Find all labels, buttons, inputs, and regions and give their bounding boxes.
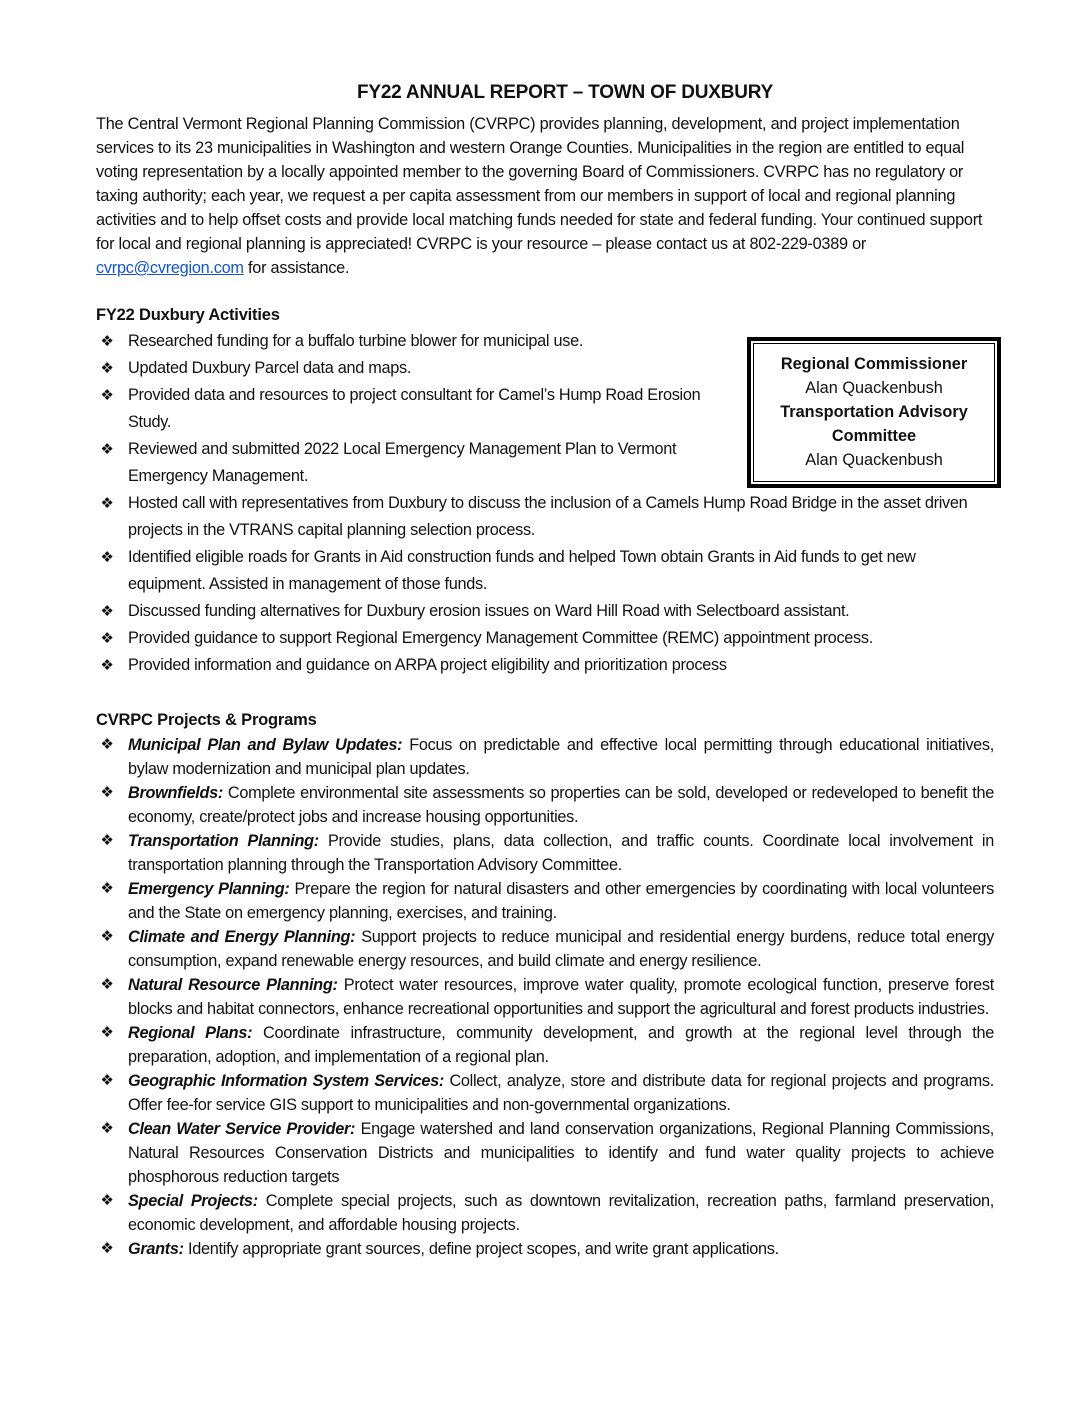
program-term: Municipal Plan and Bylaw Updates: [128, 736, 403, 754]
role-title: Regional Commissioner [780, 355, 968, 373]
program-desc: Collect, analyze, store and distribute data for regional projects and programs. Offer fee-for service GIS support to municipalities and non-governmental organizations. [128, 1072, 994, 1114]
program-desc: Protect water resources, improve water quality, promote ecological function, preserve forest blocks and habitat connectors, enhance recreational opportunities and support the agricultural and forest products industries. [128, 976, 994, 1018]
diamond-bullet-icon: ❖ [100, 441, 114, 458]
program-term: Grants: [128, 1240, 184, 1258]
intro-text-end: for assistance. [243, 259, 350, 277]
program-desc: Engage watershed and land conservation organizations, Regional Planning Commissions, Natural Resources Conservation Districts and municipalities to identify and fund water quality projects to achieve phosphorous reduction targets [128, 1120, 995, 1186]
role-title: Transportation Advisory Committee [780, 403, 968, 445]
program-item [96, 1237, 994, 1261]
role-name: Alan Quackenbush [805, 451, 943, 469]
program-item [96, 829, 994, 877]
programs-list [96, 733, 994, 1261]
diamond-bullet-icon: ❖ [100, 1192, 114, 1209]
program-item [96, 973, 994, 1021]
program-item [96, 1189, 994, 1237]
diamond-bullet-icon: ❖ [100, 928, 114, 945]
diamond-bullet-icon: ❖ [100, 976, 114, 993]
program-desc: Complete special projects, such as downtown revitalization, recreation paths, farmland preservation, economic development, and affordable housing projects. [128, 1192, 994, 1234]
program-desc: Focus on predictable and effective local permitting through educational initiatives, bylaw modernization and municipal plan updates. [128, 736, 994, 778]
program-term: Emergency Planning: [128, 880, 290, 898]
list-item-text: Provided information and guidance on ARPA project eligibility and prioritization process [128, 656, 727, 674]
list-item-text: Researched funding for a buffalo turbine blower for municipal use. [128, 332, 584, 350]
program-item [96, 877, 994, 925]
program-term: Clean Water Service Provider: [128, 1120, 356, 1138]
program-desc: Coordinate infrastructure, community development, and growth at the regional level through the preparation, adoption, and implementation of a regional plan. [128, 1024, 994, 1066]
program-term: Climate and Energy Planning: [128, 928, 356, 946]
diamond-bullet-icon: ❖ [100, 495, 114, 512]
program-term: Special Projects: [128, 1192, 258, 1210]
program-item [96, 781, 994, 829]
program-desc: Support projects to reduce municipal and residential energy burdens, reduce total energy consumption, expand renewable energy resources, and build climate and energy resilience. [128, 928, 994, 970]
list-item-text: Identified eligible roads for Grants in Aid construction funds and helped Town obtain Grants in Aid funds to get new equipment. Assisted in management of those funds. [128, 548, 916, 593]
role-name: Alan Quackenbush [805, 379, 943, 397]
list-item-text: Hosted call with representatives from Duxbury to discuss the inclusion of a Camels Hump Road Bridge in the asset driven projects in the VTRANS capital planning selection process. [128, 494, 968, 539]
diamond-bullet-icon: ❖ [100, 549, 114, 566]
list-item [96, 625, 994, 652]
program-item [96, 925, 994, 973]
list-item-text: Discussed funding alternatives for Duxbury erosion issues on Ward Hill Road with Selectboard assistant. [128, 602, 850, 620]
list-item-text: Provided guidance to support Regional Emergency Management Committee (REMC) appointment process. [128, 629, 873, 647]
program-item [96, 1069, 994, 1117]
activities-heading: FY22 Duxbury Activities [96, 306, 280, 324]
diamond-bullet-icon: ❖ [100, 1120, 114, 1137]
program-desc: Provide studies, plans, data collection, and traffic counts. Coordinate local involvement in transportation planning through the Transportation Advisory Committee. [128, 832, 994, 874]
diamond-bullet-icon: ❖ [100, 736, 114, 753]
diamond-bullet-icon: ❖ [100, 333, 114, 350]
diamond-bullet-icon: ❖ [100, 387, 114, 404]
program-item [96, 1021, 994, 1069]
diamond-bullet-icon: ❖ [100, 360, 114, 377]
program-item [96, 1117, 994, 1189]
intro-paragraph [96, 112, 994, 280]
program-term: Brownfields: [128, 784, 223, 802]
diamond-bullet-icon: ❖ [100, 880, 114, 897]
document-page [96, 80, 994, 1261]
list-item [96, 544, 994, 598]
list-item-text: Updated Duxbury Parcel data and maps. [128, 359, 412, 377]
list-item-text: Reviewed and submitted 2022 Local Emergency Management Plan to Vermont Emergency Management. [128, 440, 677, 485]
list-item [96, 598, 994, 625]
diamond-bullet-icon: ❖ [100, 657, 114, 674]
program-term: Natural Resource Planning: [128, 976, 338, 994]
program-term: Geographic Information System Services: [128, 1072, 444, 1090]
diamond-bullet-icon: ❖ [100, 1240, 114, 1257]
program-desc: Complete environmental site assessments so properties can be sold, developed or redeveloped to benefit the economy, create/protect jobs and increase housing opportunities. [128, 784, 994, 826]
diamond-bullet-icon: ❖ [100, 1072, 114, 1089]
email-link[interactable]: cvrpc@cvregion.com [96, 259, 244, 277]
program-term: Transportation Planning: [128, 832, 319, 850]
program-item [96, 733, 994, 781]
program-desc: Prepare the region for natural disasters and other emergencies by coordinating with local volunteers and the State on emergency planning, exercises, and training. [128, 880, 994, 922]
diamond-bullet-icon: ❖ [100, 630, 114, 647]
intro-text: The Central Vermont Regional Planning Commission (CVRPC) provides planning, development, and project implementation services to its 23 municipalities in Washington and western Orange Counties. Municipalities in the region are entitled to equal voting representation by a locally appointed member to the governing Board of Commissioners. CVRPC has no regulatory or taxing authority; each year, we request a per capita assessment from our members in support of local and regional planning activities and to help offset costs and provide local matching funds needed for state and federal funding. Your continued support for local and regional planning is appreciated! CVRPC is your resource – please contact us at 802-229-0389 or [96, 115, 983, 253]
list-item [96, 652, 994, 679]
list-item-text: Provided data and resources to project consultant for Camel’s Hump Road Erosion Study. [128, 386, 701, 431]
programs-heading: CVRPC Projects & Programs [96, 711, 317, 729]
commissioner-info-inner [753, 343, 995, 482]
list-item [96, 490, 994, 544]
diamond-bullet-icon: ❖ [100, 1024, 114, 1041]
diamond-bullet-icon: ❖ [100, 784, 114, 801]
diamond-bullet-icon: ❖ [100, 603, 114, 620]
program-desc: Identify appropriate grant sources, define project scopes, and write grant applications. [183, 1240, 779, 1258]
report-title: FY22 ANNUAL REPORT – TOWN OF DUXBURY [356, 82, 774, 103]
program-term: Regional Plans: [128, 1024, 253, 1042]
diamond-bullet-icon: ❖ [100, 832, 114, 849]
commissioner-info-box [747, 337, 1001, 488]
